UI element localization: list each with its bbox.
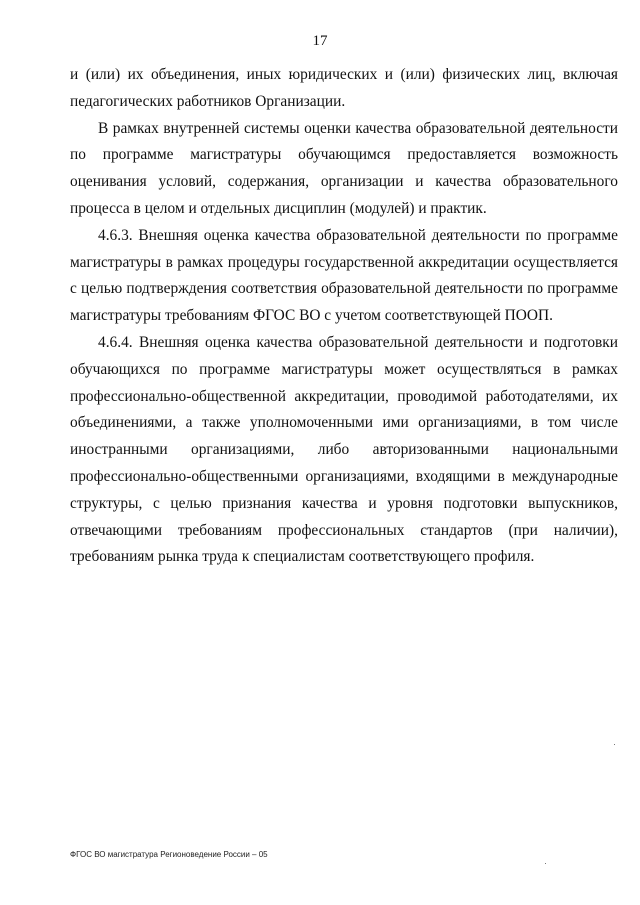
paragraph-4-6-3: 4.6.3. Внешняя оценка качества образовательной деятельности по программе магистратуры в рамках процедуры государственной аккредитации осуществляется с целью подтверждения соответствия образовательной деятельности по программе магистратуры требованиям ФГОС ВО с учетом соответствующей ПООП. <box>70 226 618 325</box>
paragraph-4-6-4: 4.6.4. Внешняя оценка качества образовательной деятельности и подготовки обучающихся по программе магистратуры может осуществляться в рамках профессионально-общественной аккредитации, проводимой работодателями, их объединениями, а также уполномоченными ими организациями, в том числе иностранными организациями, либо авторизованными национальными профессионально-общественными организациями, входящими в международные структуры, с целью признания качества и уровня подготовки выпускников, отвечающими требованиям профессиональных стандартов (при наличии), требованиям рынка труда к специалистам соответствующего профиля. <box>70 333 618 566</box>
paragraph-continuation: и (или) их объединения, иных юридических и (или) физических лиц, включая педагогических работников Организации. <box>70 66 618 110</box>
scan-speck <box>614 744 615 745</box>
scan-speck <box>545 863 546 864</box>
document-body <box>70 62 618 571</box>
paragraph-internal-assessment: В рамках внутренней системы оценки качества образовательной деятельности по программе магистратуры обучающимся предоставляется возможность оценивания условий, содержания, организации и качества образовательного процесса в целом и отдельных дисциплин (модулей) и практик. <box>70 119 618 217</box>
page-number: 17 <box>312 33 328 49</box>
footer-text: ФГОС ВО магистратура Регионоведение России – 05 <box>70 850 268 859</box>
